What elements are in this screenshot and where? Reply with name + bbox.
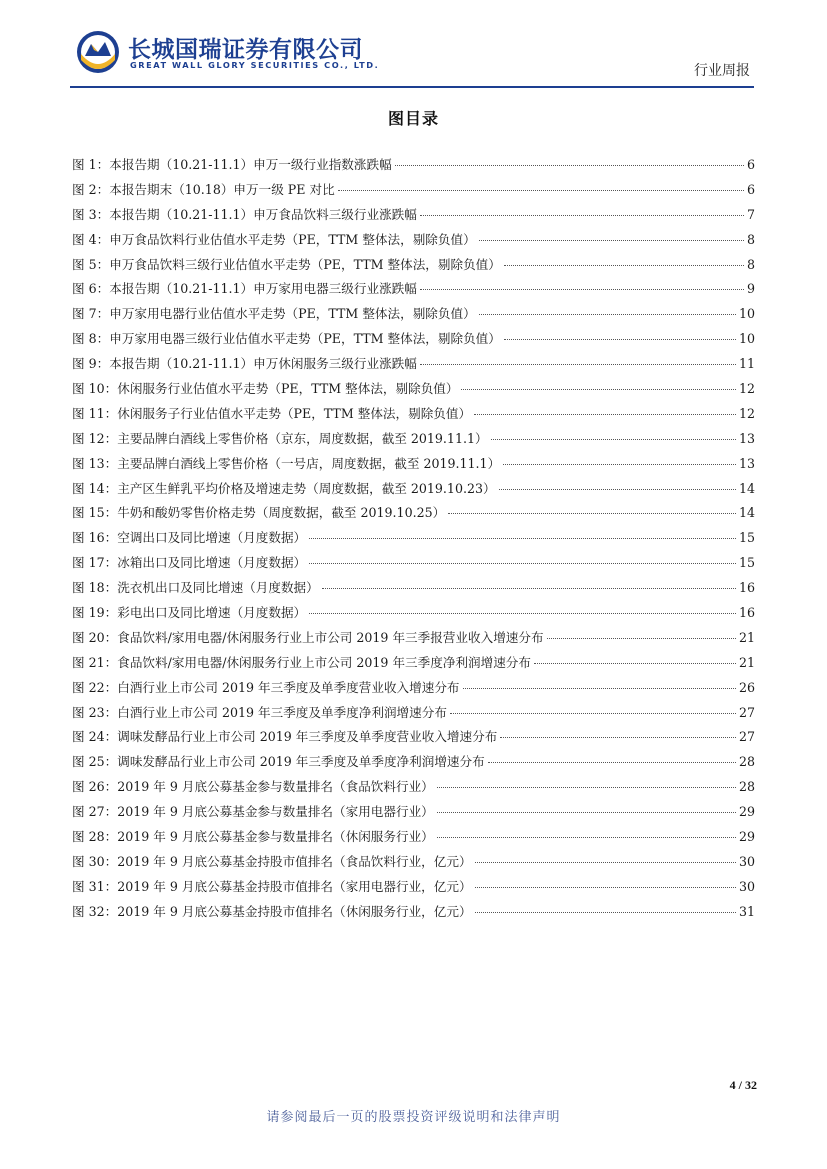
toc-entry-leader (461, 389, 735, 390)
toc-entry[interactable] (72, 576, 755, 601)
toc-entry-leader (488, 762, 736, 763)
toc-entry-leader (475, 862, 736, 863)
toc-entry-text: 申万食品饮料三级行业估值水平走势（PE，TTM 整体法，剔除负值） (109, 256, 501, 272)
toc-entry-leader (475, 912, 736, 913)
toc-entry-text: 申万家用电器行业估值水平走势（PE，TTM 整体法，剔除负值） (109, 306, 476, 322)
toc-entry-page: 30 (738, 853, 755, 869)
toc-entry-page: 30 (738, 878, 755, 894)
toc-entry-text: 白酒行业上市公司 2019 年三季度及单季度营业收入增速分布 (117, 679, 460, 695)
toc-entry-text: 调味发酵品行业上市公司 2019 年三季度及单季度营业收入增速分布 (117, 729, 498, 745)
toc-entry-page: 15 (738, 530, 755, 546)
toc-entry-leader (479, 314, 736, 315)
toc-entry[interactable] (72, 875, 755, 900)
toc-entry-label: 图 12： (72, 430, 118, 446)
toc-entry-label: 图 32： (72, 903, 118, 919)
toc-entry[interactable] (72, 750, 755, 775)
toc-entry-leader (420, 364, 736, 365)
toc-entry-text: 本报告期（10.21-11.1）申万食品饮料三级行业涨跌幅 (109, 206, 417, 222)
toc-entry[interactable] (72, 203, 755, 228)
toc-entry-page: 13 (738, 455, 755, 471)
toc-entry-page: 14 (738, 505, 755, 521)
toc-entry-text: 2019 年 9 月底公募基金持股市值排名（家用电器行业，亿元） (117, 878, 472, 894)
toc-entry[interactable] (72, 178, 755, 203)
toc-entry-label: 图 1： (72, 157, 110, 172)
toc-entry-label: 图 11： (72, 405, 118, 421)
toc-entry-label: 图 15： (72, 505, 118, 521)
toc-entry-leader (500, 737, 736, 738)
toc-entry-label: 图 28： (72, 829, 118, 845)
toc-entry-leader (504, 339, 736, 340)
toc-entry-text: 调味发酵品行业上市公司 2019 年三季度及单季度净利润增速分布 (117, 754, 485, 770)
toc-entry-leader (474, 414, 736, 415)
toc-entry-page: 16 (738, 580, 755, 596)
company-logo-icon (76, 30, 120, 74)
page-number: 4 / 32 (729, 1078, 757, 1092)
toc-entry-label: 图 27： (72, 804, 118, 820)
toc-entry[interactable] (72, 302, 755, 327)
toc-entry-text: 2019 年 9 月底公募基金参与数量排名（食品饮料行业） (117, 779, 434, 795)
toc-entry-text: 冰箱出口及同比增速（月度数据） (117, 555, 307, 571)
toc-entry-text: 2019 年 9 月底公募基金持股市值排名（食品饮料行业，亿元） (117, 853, 472, 869)
toc-entry-label: 图 4： (72, 231, 110, 247)
toc-entry-text: 本报告期（10.21-11.1）申万一级行业指数涨跌幅 (109, 157, 392, 172)
toc-entry[interactable] (72, 551, 755, 576)
toc-entry-label: 图 16： (72, 530, 118, 546)
toc-title: 图目录 (387, 109, 439, 128)
toc-entry-page: 15 (738, 555, 755, 571)
toc-entry[interactable] (72, 800, 755, 825)
toc-entry-leader (309, 563, 736, 564)
toc-entry-page: 27 (738, 729, 755, 745)
toc-entry-leader (534, 663, 736, 664)
toc-entry-label: 图 13： (72, 455, 118, 471)
toc-entry-text: 申万家用电器三级行业估值水平走势（PE，TTM 整体法，剔除负值） (109, 331, 501, 347)
toc-entry-page: 31 (738, 903, 755, 919)
toc-entry-label: 图 23： (72, 704, 118, 720)
toc-entry-page: 14 (738, 480, 755, 496)
toc-entry[interactable] (72, 626, 755, 651)
toc-entry-page: 16 (738, 605, 755, 621)
toc-entry-page: 7 (746, 206, 755, 222)
toc-entry-label: 图 9： (72, 356, 110, 372)
toc-entry[interactable] (72, 651, 755, 676)
toc-entry-label: 图 30： (72, 853, 118, 869)
toc-entry[interactable] (72, 850, 755, 875)
toc-entry[interactable] (72, 825, 755, 850)
toc-entry-label: 图 14： (72, 480, 118, 496)
toc-entry-label: 图 5： (72, 256, 110, 272)
toc-entry[interactable] (72, 352, 755, 377)
toc-entry[interactable] (72, 427, 755, 452)
toc-entry-page: 6 (746, 157, 755, 172)
toc-entry-text: 空调出口及同比增速（月度数据） (117, 530, 307, 546)
toc-entry-text: 申万食品饮料行业估值水平走势（PE，TTM 整体法，剔除负值） (109, 231, 476, 247)
toc-entry-text: 主要品牌白酒线上零售价格（一号店，周度数据，截至 2019.11.1） (117, 455, 501, 471)
toc-entry-text: 2019 年 9 月底公募基金参与数量排名（休闲服务行业） (117, 829, 434, 845)
toc-entry-text: 本报告期（10.21-11.1）申万休闲服务三级行业涨跌幅 (109, 356, 417, 372)
toc-entry[interactable] (72, 228, 755, 253)
toc-entry[interactable] (72, 775, 755, 800)
toc-entry-page: 27 (738, 704, 755, 720)
toc-entry-leader (395, 165, 744, 166)
toc-entry[interactable] (72, 402, 755, 427)
toc-entry-label: 图 25： (72, 754, 118, 770)
toc-entry[interactable] (72, 900, 755, 925)
toc-entry-page: 12 (738, 405, 755, 421)
toc-entry[interactable] (72, 701, 755, 726)
toc-entry-label: 图 17： (72, 555, 118, 571)
toc-entry-label: 图 2： (72, 181, 110, 197)
toc-entry-page: 8 (746, 231, 755, 247)
toc-entry-label: 图 3： (72, 206, 110, 222)
toc-entry-text: 2019 年 9 月底公募基金参与数量排名（家用电器行业） (117, 804, 434, 820)
toc-entry-text: 本报告期（10.21-11.1）申万家用电器三级行业涨跌幅 (109, 281, 417, 297)
toc-entry-text: 牛奶和酸奶零售价格走势（周度数据，截至 2019.10.25） (117, 505, 446, 521)
toc-entry-leader (437, 787, 736, 788)
toc-entry-leader (463, 688, 736, 689)
toc-entry-leader (420, 289, 744, 290)
toc-entry-page: 10 (738, 331, 755, 347)
toc-entry-page: 28 (738, 754, 755, 770)
toc-entry-leader (420, 215, 744, 216)
toc-entry-page: 26 (738, 679, 755, 695)
company-name-en: GREAT WALL GLORY SECURITIES CO., LTD. (130, 60, 380, 70)
toc-entry-text: 食品饮料/家用电器/休闲服务行业上市公司 2019 年三季度净利润增速分布 (117, 654, 531, 670)
toc-entry[interactable] (72, 601, 755, 626)
toc-entry[interactable] (72, 452, 755, 477)
toc-entry-text: 彩电出口及同比增速（月度数据） (117, 605, 307, 621)
toc-entry-leader (437, 812, 736, 813)
toc-entry-text: 2019 年 9 月底公募基金持股市值排名（休闲服务行业，亿元） (117, 903, 472, 919)
toc-entry-leader (309, 613, 736, 614)
toc-entry[interactable] (72, 327, 755, 352)
toc-entry-page: 21 (738, 654, 755, 670)
toc-entry-text: 主要品牌白酒线上零售价格（京东，周度数据，截至 2019.11.1） (117, 430, 488, 446)
toc-entry[interactable] (72, 501, 755, 526)
company-name-cn: 长城国瑞证券有限公司 (128, 37, 363, 63)
toc-entry-page: 9 (746, 281, 755, 297)
toc-entry-page: 29 (738, 804, 755, 820)
toc-entry[interactable] (72, 676, 755, 701)
figure-toc-list (72, 153, 755, 925)
toc-entry-leader (322, 588, 736, 589)
toc-entry-page: 28 (738, 779, 755, 795)
footer-disclaimer: 请参阅最后一页的股票投资评级说明和法律声明 (266, 1110, 561, 1125)
toc-entry-text: 本报告期末（10.18）申万一级 PE 对比 (109, 181, 335, 197)
toc-entry-label: 图 19： (72, 605, 118, 621)
toc-entry-leader (504, 265, 744, 266)
toc-entry-page: 11 (738, 356, 755, 372)
toc-entry-page: 8 (746, 256, 755, 272)
header-divider (70, 86, 754, 88)
toc-entry-page: 12 (738, 381, 755, 397)
toc-entry-label: 图 24： (72, 729, 118, 745)
toc-entry-label: 图 8： (72, 331, 110, 347)
report-type-label: 行业周报 (694, 63, 750, 79)
toc-entry-text: 休闲服务子行业估值水平走势（PE，TTM 整体法，剔除负值） (117, 405, 472, 421)
toc-entry-leader (491, 439, 736, 440)
toc-entry-label: 图 10： (72, 381, 118, 397)
toc-entry-leader (448, 513, 736, 514)
toc-entry-leader (475, 887, 736, 888)
toc-entry-page: 21 (738, 629, 755, 645)
toc-entry-leader (309, 538, 736, 539)
toc-entry[interactable] (72, 526, 755, 551)
toc-entry-label: 图 7： (72, 306, 110, 322)
toc-entry-leader (503, 464, 736, 465)
toc-entry-text: 休闲服务行业估值水平走势（PE，TTM 整体法，剔除负值） (117, 381, 459, 397)
toc-entry-text: 主产区生鲜乳平均价格及增速走势（周度数据，截至 2019.10.23） (117, 480, 496, 496)
toc-entry-label: 图 26： (72, 779, 118, 795)
toc-entry[interactable] (72, 477, 755, 502)
toc-entry-leader (338, 190, 744, 191)
toc-entry[interactable] (72, 277, 755, 302)
toc-entry[interactable] (72, 253, 755, 278)
toc-entry[interactable] (72, 725, 755, 750)
toc-entry-label: 图 21： (72, 654, 118, 670)
toc-entry-label: 图 22： (72, 679, 118, 695)
toc-entry-leader (479, 240, 744, 241)
toc-entry-label: 图 6： (72, 281, 110, 297)
toc-entry-label: 图 31： (72, 878, 118, 894)
toc-entry[interactable] (72, 153, 755, 178)
toc-entry-text: 洗衣机出口及同比增速（月度数据） (117, 580, 319, 596)
toc-entry-page: 6 (746, 181, 755, 197)
toc-entry-leader (499, 489, 736, 490)
toc-entry[interactable] (72, 377, 755, 402)
toc-entry-leader (437, 837, 736, 838)
page-header (70, 28, 754, 86)
toc-entry-page: 29 (738, 829, 755, 845)
toc-entry-leader (450, 713, 736, 714)
toc-entry-label: 图 20： (72, 629, 118, 645)
toc-entry-text: 白酒行业上市公司 2019 年三季度及单季度净利润增速分布 (117, 704, 447, 720)
toc-entry-page: 13 (738, 430, 755, 446)
toc-entry-text: 食品饮料/家用电器/休闲服务行业上市公司 2019 年三季报营业收入增速分布 (117, 629, 544, 645)
toc-entry-page: 10 (738, 306, 755, 322)
toc-entry-leader (547, 638, 736, 639)
toc-entry-label: 图 18： (72, 580, 118, 596)
